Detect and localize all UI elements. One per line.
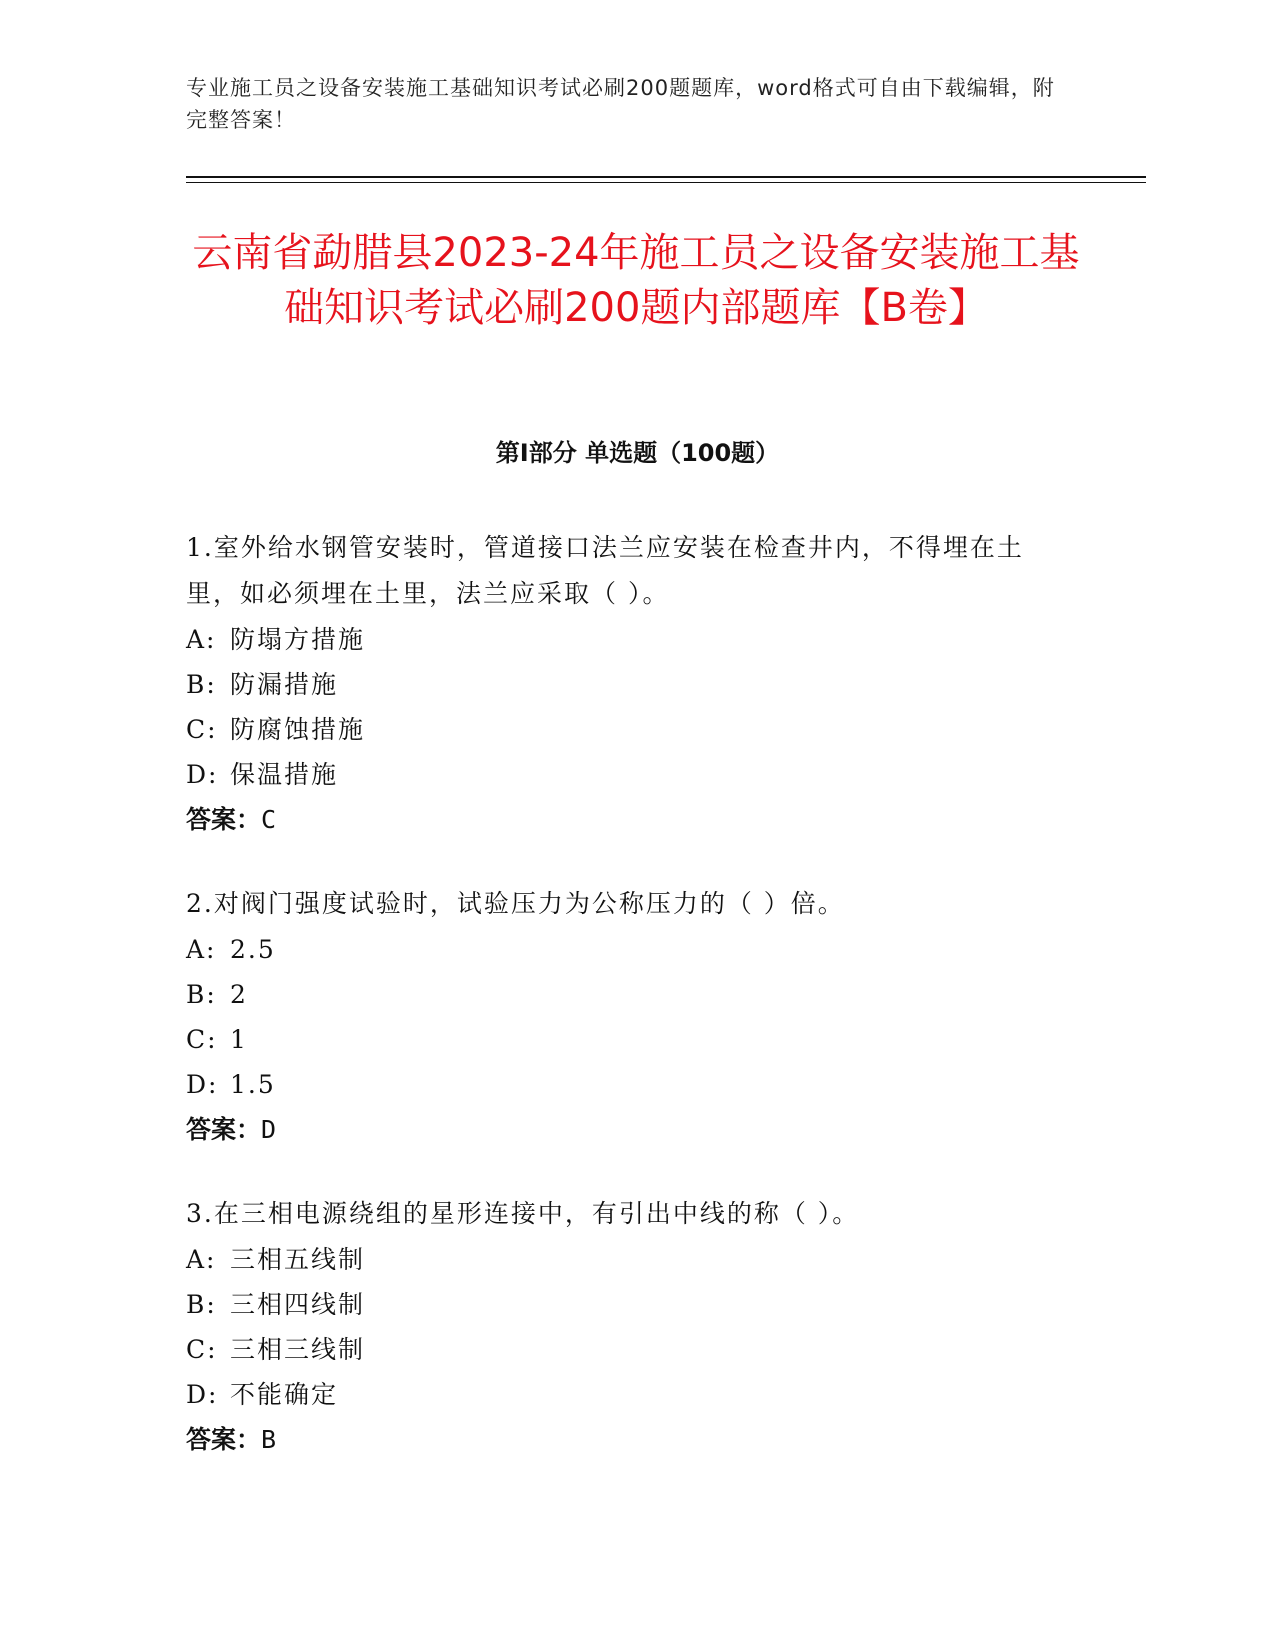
question-item [186, 881, 1066, 1153]
question-stem: 3.在三相电源绕组的星形连接中，有引出中线的称（ ）。 [186, 1199, 860, 1228]
answer-value: B [261, 1425, 277, 1454]
option-d [186, 1372, 1066, 1417]
question-stem: 1.室外给水钢管安装时，管道接口法兰应安装在检查井内，不得埋在土里，如必须埋在土里，法兰应采取（ ）。 [186, 533, 1024, 608]
option-a [186, 617, 1066, 662]
option-letter: C: [186, 1025, 218, 1054]
option-text: 三相三线制 [230, 1335, 366, 1364]
header-note: 专业施工员之设备安装施工基础知识考试必刷200题题库，word格式可自由下载编辑，附完整答案！ [186, 76, 1055, 132]
option-a [186, 927, 1066, 972]
option-letter: D: [186, 1380, 219, 1409]
option-b [186, 1282, 1066, 1327]
option-letter: C: [186, 1335, 218, 1364]
option-letter: B: [186, 980, 217, 1009]
question-spacer [186, 1153, 1066, 1191]
option-text: 2 [230, 980, 248, 1009]
option-text: 三相四线制 [230, 1290, 366, 1319]
option-text: 防塌方措施 [230, 625, 366, 654]
answer-line [186, 797, 1066, 843]
header-divider-thick [186, 176, 1146, 178]
option-b [186, 972, 1066, 1017]
question-spacer [186, 843, 1066, 881]
option-text: 防漏措施 [230, 670, 339, 699]
option-c [186, 1017, 1066, 1062]
answer-value: C [261, 805, 277, 834]
option-b [186, 662, 1066, 707]
option-a [186, 1237, 1066, 1282]
option-text: 2.5 [230, 935, 276, 964]
question-list [186, 525, 1066, 1463]
option-letter: A: [186, 625, 217, 654]
option-letter: B: [186, 670, 217, 699]
option-text: 防腐蚀措施 [230, 715, 366, 744]
option-d [186, 752, 1066, 797]
answer-label: 答案： [186, 805, 262, 834]
option-c [186, 1327, 1066, 1372]
question-item [186, 525, 1066, 843]
answer-label: 答案： [186, 1115, 262, 1144]
option-text: 三相五线制 [230, 1245, 366, 1274]
question-stem: 2.对阀门强度试验时，试验压力为公称压力的（ ）倍。 [186, 889, 845, 918]
question-item [186, 1191, 1066, 1463]
option-letter: C: [186, 715, 218, 744]
section-heading: 第Ⅰ部分 单选题（100题） [495, 439, 780, 467]
answer-value: D [261, 1115, 277, 1144]
option-text: 1.5 [230, 1070, 276, 1099]
option-d [186, 1062, 1066, 1107]
option-letter: D: [186, 1070, 219, 1099]
option-letter: A: [186, 935, 217, 964]
answer-label: 答案： [186, 1425, 262, 1454]
option-text: 1 [230, 1025, 248, 1054]
document-title: 云南省勐腊县2023-24年施工员之设备安装施工基础知识考试必刷200题内部题库【B卷】 [192, 230, 1080, 331]
answer-line [186, 1417, 1066, 1463]
answer-line [186, 1107, 1066, 1153]
option-text: 保温措施 [230, 760, 339, 789]
option-c [186, 707, 1066, 752]
option-letter: A: [186, 1245, 217, 1274]
header-divider-thin [186, 182, 1146, 183]
option-letter: B: [186, 1290, 217, 1319]
option-letter: D: [186, 760, 219, 789]
option-text: 不能确定 [230, 1380, 339, 1409]
